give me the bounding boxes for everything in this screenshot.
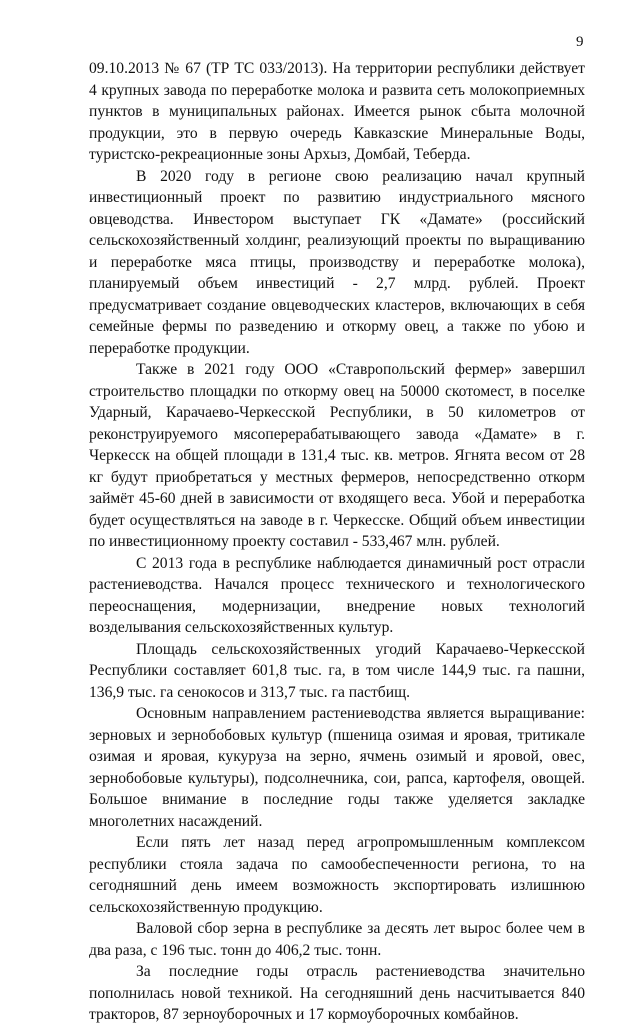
paragraph-stavropol-farmer: Также в 2021 году ООО «Ставропольский фермер» завершил строительство площадки по откорму овец на 50000 скотомест, в поселке Ударный, Карачаево-Черкесской Республики, в 50 километров от реконструируемого мясоперерабатывающего завода «Дамате» в г. Черкесск на общей площади в 131,4 тыс. кв. метров. Ягнята весом от 28 кг будут приобретаться у местных фермеров, непосредственно откорм займёт 45-60 дней в зависимости от входящего веса. Убой и переработка будет осуществляться на заводе в г. Черкесске. Общий объем инвестиции по инвестиционному проекту составил - 533,467 млн. рублей. [89, 361, 585, 550]
page-number: 9 [576, 34, 584, 50]
paragraph-machinery: За последние годы отрасль растениеводства значительно пополнилась новой техникой. На сегодняшний день насчитывается 840 тракторов, 87 зерноуборочных и 17 кормоуборочных комбайнов. [89, 963, 585, 1023]
paragraph-crop-growth: С 2013 года в республике наблюдается динамичный рост отрасли растениеводства. Начался процесс технического и технологического переоснащения, модернизации, внедрение новых технологий возделывания сельскохозяйственных культур. [89, 554, 585, 636]
paragraph-self-sufficiency: Если пять лет назад перед агропромышленным комплексом республики стояла задача по самообеспеченности региона, то на сегодняшний день имеем возможность экспортировать излишнюю сельскохозяйственную продукцию. [89, 834, 585, 916]
paragraph-agricultural-land-area: Площадь сельскохозяйственных угодий Карачаево-Черкесской Республики составляет 601,8 тыс. га, в том числе 144,9 тыс. га пашни, 136,9 тыс. га сенокосов и 313,7 тыс. га пастбищ. [89, 640, 585, 701]
document-body [89, 58, 585, 1026]
paragraph-grain-harvest: Валовой сбор зерна в республике за десять лет вырос более чем в два раза, с 196 тыс. тонн до 406,2 тыс. тонн. [89, 920, 585, 959]
paragraph-sheep-investment-project: В 2020 году в регионе свою реализацию начал крупный инвестиционный проект по развитию индустриального мясного овцеводства. Инвестором выступает ГК «Дамате» (российский сельскохозяйственный холдинг, реализующий проекты по выращиванию и переработке мяса птицы, производству и переработке молока), планируемый объем инвестиций - 2,7 млрд. рублей. Проект предусматривает создание овцеводческих кластеров, включающих в себя семейные фермы по разведению и откорму овец, а также по убою и переработке продукции. [89, 167, 585, 357]
paragraph-main-crops: Основным направлением растениеводства является выращивание: зерновых и зернобобовых культур (пшеница озимая и яровая, тритикале озимая и яровая, кукуруза на зерно, ячмень озимый и яровой, овес, зернобобовые культуры), подсолнечника, сои, рапса, картофеля, овощей. Большое внимание в последние годы также уделяется закладке многолетних насаждений. [89, 705, 585, 830]
paragraph-continuation: 09.10.2013 № 67 (ТР ТС 033/2013). На территории республики действует 4 крупных завода по переработке молока и развита сеть молокоприемных пунктов в муниципальных районах. Имеется рынок сбыта молочной продукции, это в первую очередь Кавказские Минеральные Воды, туристско-рекреационные зоны Архыз, Домбай, Теберда. [89, 60, 585, 163]
